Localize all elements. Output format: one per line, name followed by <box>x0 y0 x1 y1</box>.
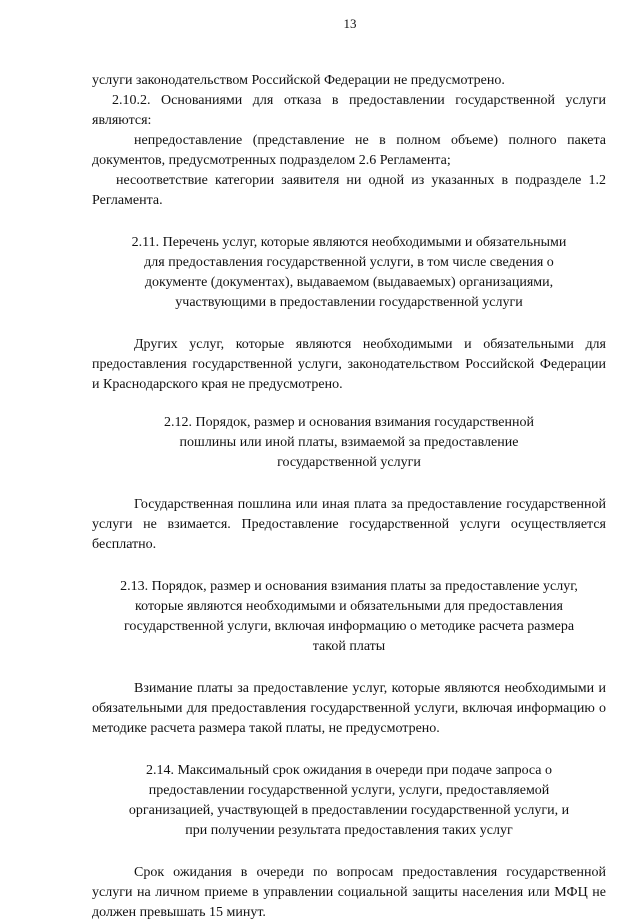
section-heading-2-12: 2.12. Порядок, размер и основания взимания государственной пошлины или иной платы, взимаемой за предоставление государственной услуги <box>163 415 534 470</box>
section-heading-2-13: 2.13. Порядок, размер и основания взимания платы за предоставление услуг, которые являются необходимыми и обязательными для предоставления государственной услуги, включая информацию о методике расчета размера такой платы <box>120 579 578 654</box>
section-body-2-12: Государственная пошлина или иная плата за предоставление государственной услуги не взимается. Предоставление государственной услуги осуществляется бесплатно. <box>92 497 606 552</box>
paragraph-refusal-item-1: непредоставление (представление не в полном объеме) полного пакета документов, предусмотренных подразделом 2.6 Регламента; <box>92 133 606 168</box>
section-heading-2-14: 2.14. Максимальный срок ожидания в очереди при подаче запроса о предоставлении государственной услуги, услуги, предоставляемой организацией, участвующей в предоставлении государственной услуги, и при получении результата предоставления таких услуг <box>128 763 570 838</box>
section-body-2-14: Срок ожидания в очереди по вопросам предоставления государственной услуги на личном приеме в управлении социальной защиты населения или МФЦ не должен превышать 15 минут. <box>92 865 606 920</box>
paragraph-refusal-item-2: несоответствие категории заявителя ни одной из указанных в подразделе 1.2 Регламента. <box>92 173 606 208</box>
paragraph-continuation: услуги законодательством Российской Федерации не предусмотрено. <box>92 73 505 88</box>
section-heading-2-11: 2.11. Перечень услуг, которые являются необходимыми и обязательными для предоставления государственной услуги, в том числе сведения о документе (документах), выдаваемом (выдаваемых) организациями, участвующими в предоставлении государственной услуги <box>131 235 567 310</box>
section-body-2-13: Взимание платы за предоставление услуг, которые являются необходимыми и обязательными для предоставления государственной услуги, включая информацию о методике расчета размера такой платы, не предусмотрено. <box>92 681 606 736</box>
paragraph-refusal-grounds: 2.10.2. Основаниями для отказа в предоставлении государственной услуги являются: <box>92 93 606 128</box>
section-body-2-11: Других услуг, которые являются необходимыми и обязательными для предоставления государственной услуги, законодательством Российской Федерации и Краснодарского края не предусмотрено. <box>92 337 606 392</box>
page-number: 13 <box>343 16 357 31</box>
